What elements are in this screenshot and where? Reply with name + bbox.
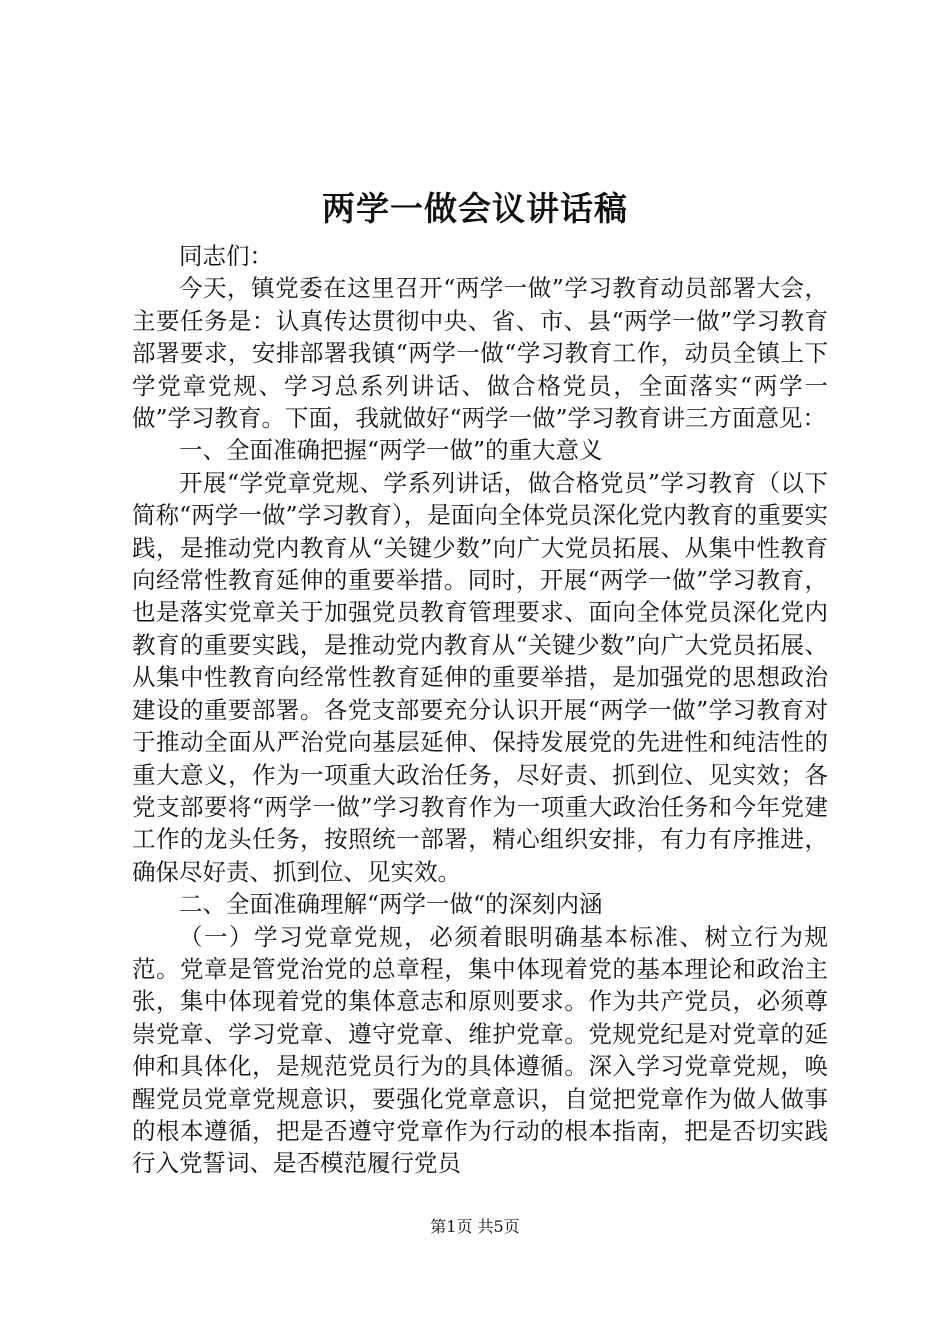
subsection-1-paragraph: （一）学习党章党规，必须着眼明确基本标准、树立行为规范。党章是管党治党的总章程，集中体现着党的基本理论和政治主张，集中体现着党的集体意志和原则要求。作为共产党员，必须尊崇党章、学习党章、遵守党章、维护党章。党规党纪是对党章的延伸和具体化，是规范党员行为的具体遵循。深入学习党章党规，唤醒党员党章党规意识，要强化党章意识，自觉把党章作为做人做事的根本遵循，把是否遵守党章作为行动的根本指南，把是否切实践行入党誓词、是否模范履行党员 bbox=[132, 922, 828, 1178]
section-heading-2: 二、全面准确理解“两学一做“的深刻内涵 bbox=[179, 890, 603, 919]
page-footer: 第1页 共5页 bbox=[430, 1217, 520, 1236]
section-1-paragraph: 开展“学党章党规、学系列讲话，做合格党员”学习教育（以下简称“两学一做”学习教育），是面向全体党员深化党内教育的重要实践，是推动党内教育从“关键少数”向广大党员拓展、从集中性教育向经常性教育延伸的重要举措。同时，开展“两学一做”学习教育，也是落实党章关于加强党员教育管理要求、面向全体党员深化党内教育的重要实践，是推动党内教育从“关键少数”向广大党员拓展、从集中性教育向经常性教育延伸的重要举措，是加强党的思想政治建设的重要部署。各党支部要充分认识开展“两学一做”学习教育对于推动全面从严治党向基层延伸、保持发展党的先进性和纯洁性的重大意义，作为一项重大政治任务，尽好责、抓到位、见实效；各党支部要将“两学一做”学习教育作为一项重大政治任务和今年党建工作的龙头任务，按照统一部署，精心组织安排，有力有序推进，确保尽好责、抓到位、见实效。 bbox=[132, 468, 828, 886]
section-heading-1: 一、全面准确把握“两学一做”的重大意义 bbox=[179, 436, 603, 465]
intro-paragraph: 今天，镇党委在这里召开“两学一做”学习教育动员部署大会，主要任务是：认真传达贯彻中央、省、市、县“两学一做”学习教育部署要求，安排部署我镇“两学一做“学习教育工作，动员全镇上下学党章党规、学习总系列讲话、做合格党员，全面落实“两学一做”学习教育。下面，我就做好“两学一做”学习教育讲三方面意见： bbox=[132, 274, 828, 433]
document-body bbox=[132, 240, 828, 1180]
salutation-paragraph: 同志们： bbox=[179, 242, 273, 270]
document-title: 两学一做会议讲话稿 bbox=[322, 189, 628, 228]
